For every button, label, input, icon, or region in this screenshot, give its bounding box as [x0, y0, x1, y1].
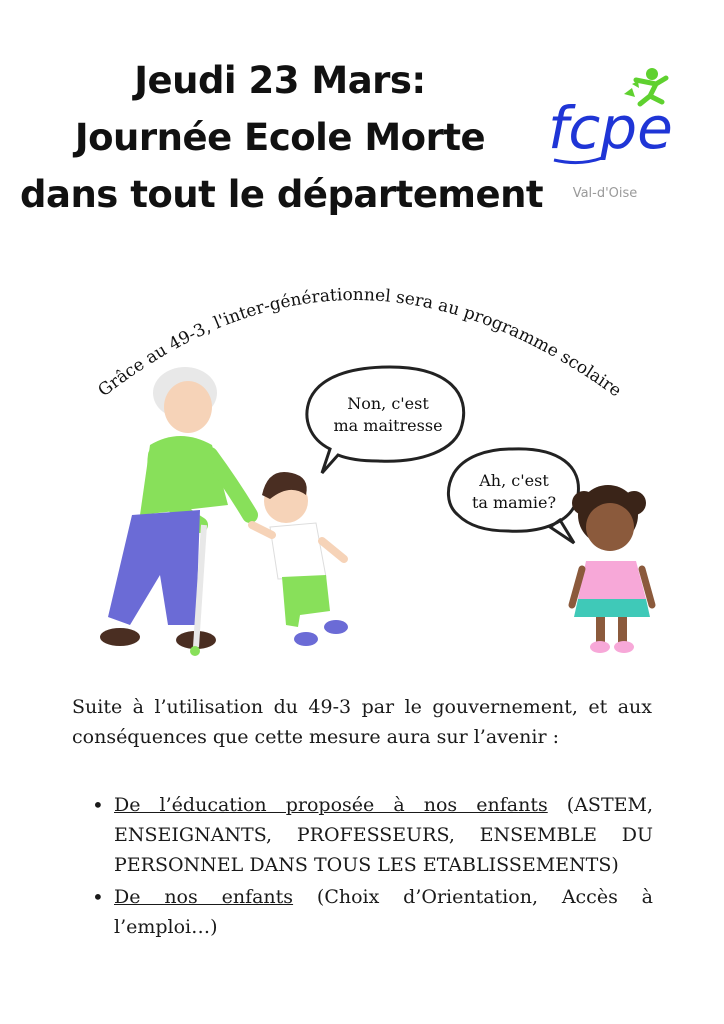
bubble-left-text [318, 393, 458, 437]
title-line-2: Journée Ecole Morte [74, 116, 486, 159]
bubble-right-line-2: ta mamie? [471, 493, 557, 512]
arc-caption-text: Grâce au 49-3, l'inter-générationnel sera au programme scolaire [94, 284, 625, 402]
page-title [20, 52, 544, 223]
list-item-heading: De nos enfants [114, 886, 294, 908]
title-line-3: dans tout le département [20, 173, 544, 216]
logo-region: Val-d'Oise [572, 186, 638, 201]
list-item-heading: De l’éducation proposée à nos enfants [114, 794, 548, 816]
logo-letters: fcpe [548, 94, 673, 162]
bubble-right-text [450, 470, 578, 514]
bubble-left-line-1: Non, c'est [347, 394, 429, 413]
list-item-detail: (Choix d’Orientation, Accès à l’emploi…) [114, 886, 653, 938]
grandmother-figure [100, 367, 250, 656]
title-line-1: Jeudi 23 Mars: [134, 59, 426, 102]
intro-paragraph: Suite à l’utilisation du 49-3 par le gouvernement, et aux conséquences que cette mesure aura sur l’avenir : [72, 696, 652, 748]
bubble-right-line-1: Ah, c'est [479, 471, 549, 490]
boy-figure [252, 472, 348, 646]
girl-figure [572, 485, 652, 653]
list-item [88, 790, 653, 880]
list-item-detail: (ASTEM, ENSEIGNANTS, PROFESSEURS, ENSEMBLE DU PERSONNEL DANS TOUS LES ETABLISSEMENTS) [114, 794, 653, 876]
consequences-list [88, 790, 653, 944]
bubble-left-line-2: ma maitresse [333, 416, 443, 435]
list-item [88, 882, 653, 942]
